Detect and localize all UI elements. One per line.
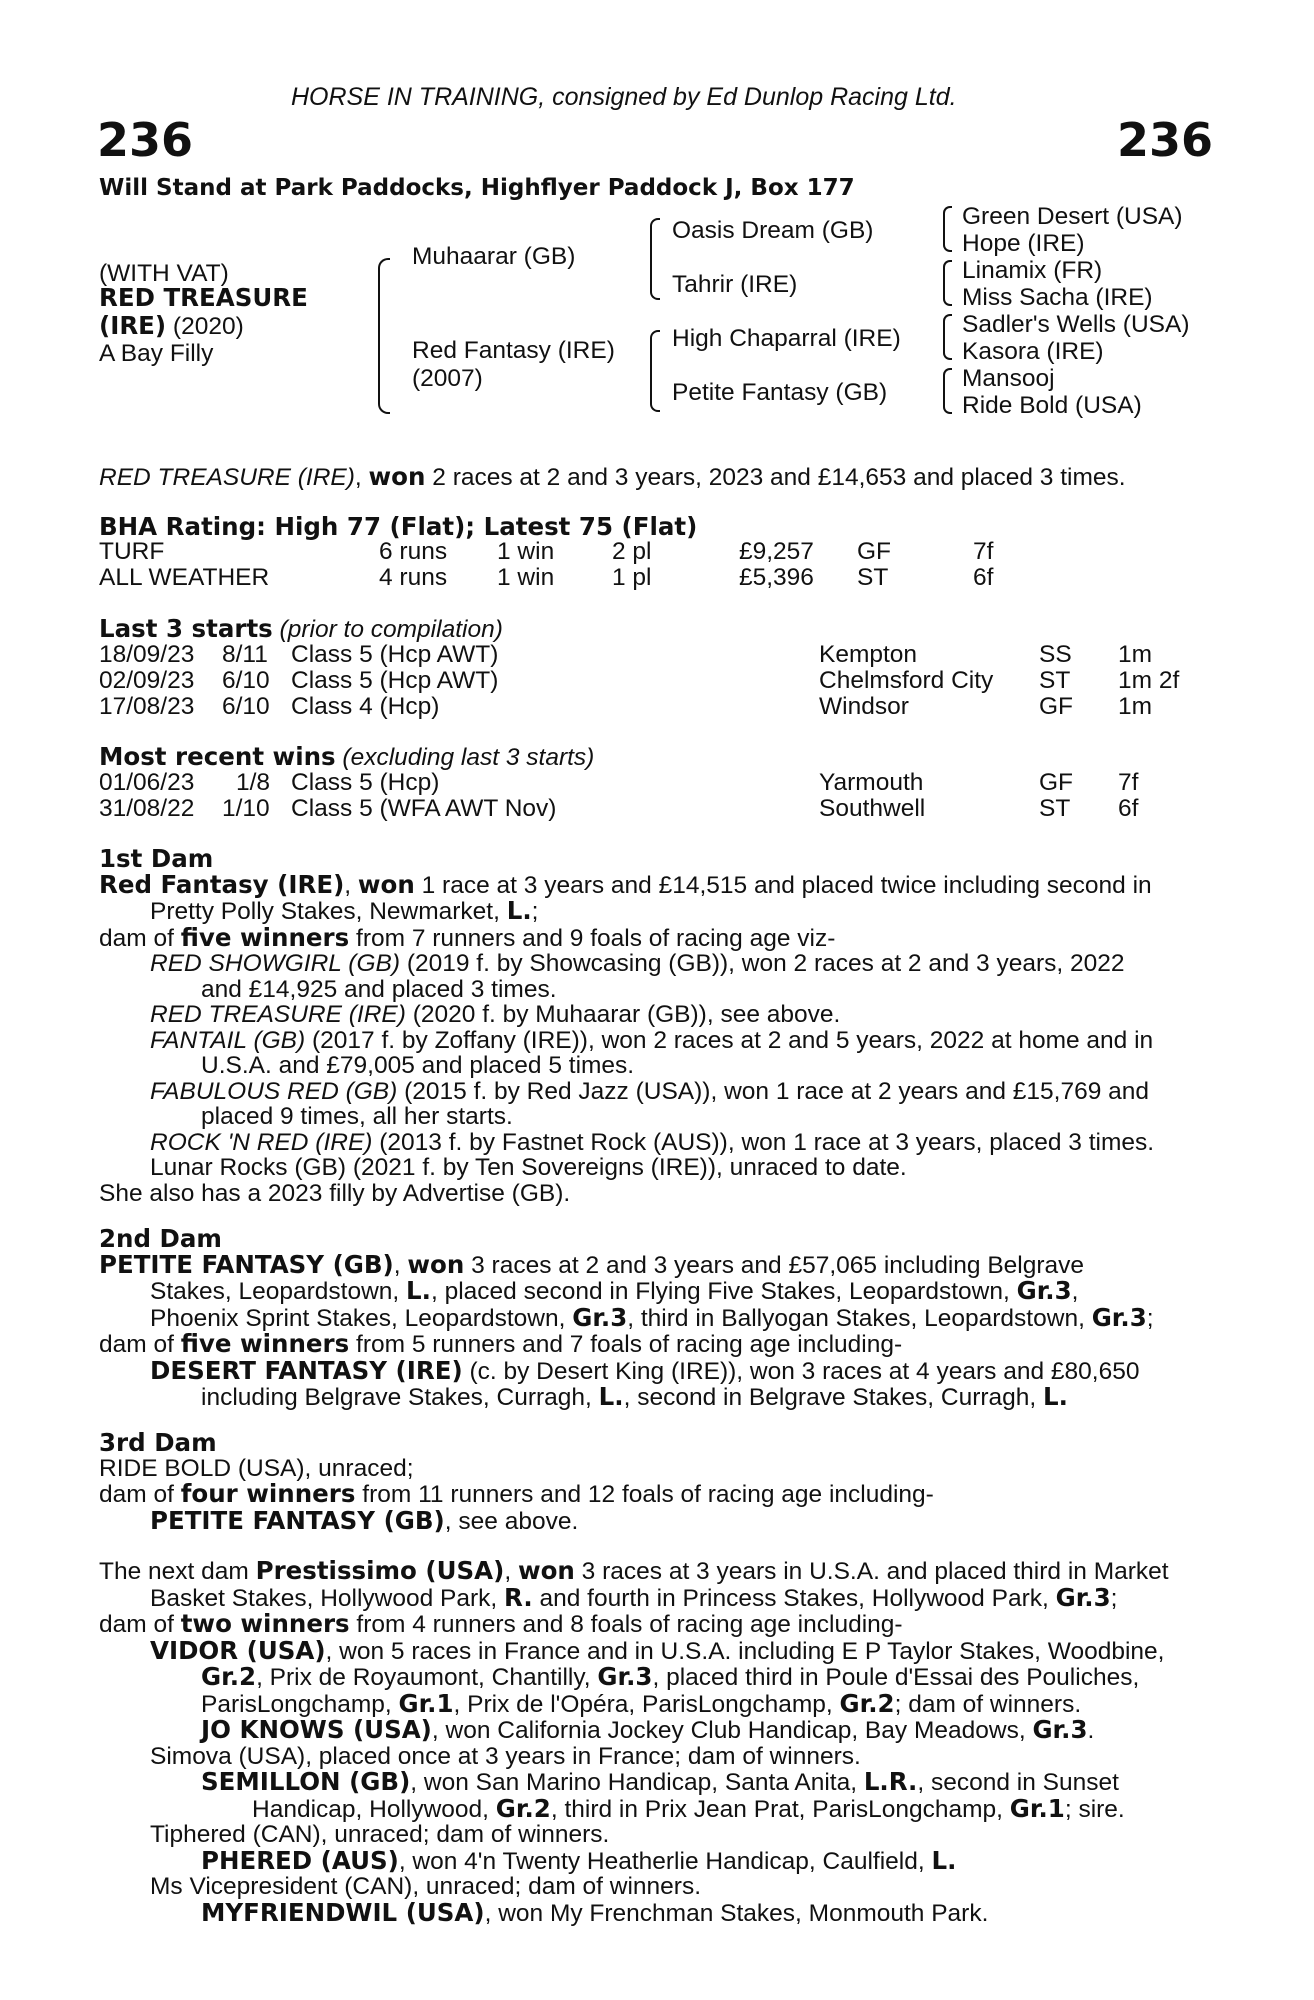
grade-badge: Gr.3 xyxy=(1055,1582,1111,1612)
produce-text: (2020 f. by Muhaarar (GB)), see above. xyxy=(405,1001,841,1028)
rating-wins: 1 win xyxy=(497,538,555,565)
next-dam-produce-intro xyxy=(99,1611,1205,1638)
start-row xyxy=(99,668,1219,694)
produce-item-cont xyxy=(99,1053,1205,1079)
brace-gen3-0 xyxy=(943,206,952,252)
produce-text: including Belgrave Stakes, Curragh, xyxy=(201,1384,599,1411)
start-course: Chelmsford City xyxy=(819,667,994,694)
produce-item xyxy=(99,1897,1205,1927)
second-dam-won: won xyxy=(407,1249,465,1279)
last-starts-heading: Last 3 starts xyxy=(99,614,273,643)
horse-year: (2020) xyxy=(166,313,244,340)
grade-badge: R. xyxy=(504,1582,533,1612)
next-dam-text: , xyxy=(504,1558,518,1585)
produce-item-cont xyxy=(99,1384,1205,1411)
win-going: ST xyxy=(1039,795,1071,822)
produce-name: FANTAIL (GB) xyxy=(150,1026,306,1054)
win-position: 1/10 xyxy=(222,795,270,822)
produce-text: Ms Vicepresident (CAN), unraced; dam of winners. xyxy=(150,1873,702,1900)
third-dam-produce-intro xyxy=(99,1481,1205,1508)
recent-wins-title xyxy=(99,744,594,771)
produce-text: ; sire. xyxy=(1064,1795,1125,1823)
start-position: 6/10 xyxy=(222,693,270,720)
last-starts-note: (prior to compilation) xyxy=(272,616,503,643)
second-dam-text: ; xyxy=(1146,1304,1154,1332)
win-distance: 6f xyxy=(1118,795,1139,822)
grade-badge: Gr.3 xyxy=(1091,1302,1147,1332)
win-distance: 7f xyxy=(1118,769,1139,796)
produce-winners: five winners xyxy=(180,922,350,952)
start-class: Class 5 (Hcp AWT) xyxy=(291,667,499,694)
produce-text: from 11 runners and 12 foals of racing age including- xyxy=(355,1481,934,1508)
win-date: 31/08/22 xyxy=(99,795,195,822)
second-dam-line xyxy=(99,1278,1205,1305)
brace-gen3-3 xyxy=(943,368,952,414)
rating-distance: 7f xyxy=(973,538,994,565)
lot-number-right: 236 xyxy=(1117,113,1214,167)
produce-text: , Prix de Royaumont, Chantilly, xyxy=(256,1664,598,1691)
produce-name: DESERT FANTASY (IRE) xyxy=(150,1355,463,1385)
second-dam-section xyxy=(99,1226,1205,1411)
produce-text: , won 5 races in France and in U.S.A. including E P Taylor Stakes, Woodbine, xyxy=(325,1637,1165,1665)
rating-going: ST xyxy=(857,564,889,591)
pedigree-dam-year: (2007) xyxy=(412,365,483,392)
pedigree-gen3-4: Sadler's Wells (USA) xyxy=(962,311,1190,338)
produce-text: Tiphered (CAN), unraced; dam of winners. xyxy=(150,1821,610,1848)
pedigree-gen2-3: Petite Fantasy (GB) xyxy=(672,379,888,406)
second-dam-text: , placed second in Flying Five Stakes, Leopardstown, xyxy=(430,1278,1017,1305)
start-date: 02/09/23 xyxy=(99,667,195,694)
win-going: GF xyxy=(1039,769,1074,796)
produce-text: (c. by Desert King (IRE)), won 3 races at 4 years and £80,650 xyxy=(462,1357,1140,1385)
produce-text: , won San Marino Handicap, Santa Anita, xyxy=(410,1769,864,1796)
recent-wins-heading: Most recent wins xyxy=(99,742,336,771)
pedigree-gen3-1: Hope (IRE) xyxy=(962,230,1085,257)
produce-text: (2013 f. by Fastnet Rock (AUS)), won 1 race at 3 years, placed 3 times. xyxy=(372,1128,1155,1156)
grade-badge: Gr.3 xyxy=(572,1302,628,1332)
produce-winners: two winners xyxy=(180,1609,350,1638)
produce-text: dam of xyxy=(99,924,181,952)
lot-number-left: 236 xyxy=(97,113,194,167)
produce-item xyxy=(99,1744,1205,1770)
summary-text: 2 races at 2 and 3 years, 2023 and £14,653 and placed 3 times. xyxy=(425,464,1126,491)
pedigree-gen3-3: Miss Sacha (IRE) xyxy=(962,284,1153,311)
third-dam-line: RIDE BOLD (USA), unraced; xyxy=(99,1454,414,1482)
rating-runs: 6 runs xyxy=(379,538,448,565)
grade-badge: Gr.2 xyxy=(839,1688,895,1718)
produce-item xyxy=(99,1845,1205,1875)
start-course: Windsor xyxy=(819,693,909,720)
produce-item-cont xyxy=(99,1664,1205,1691)
second-dam-text: , xyxy=(1071,1278,1079,1305)
produce-text: , second in Sunset xyxy=(917,1769,1119,1796)
first-dam-heading: 1st Dam xyxy=(99,844,214,873)
produce-text: , won My Frenchman Stakes, Monmouth Park. xyxy=(484,1899,989,1927)
rating-surface: TURF xyxy=(99,538,165,565)
win-date: 01/06/23 xyxy=(99,769,195,796)
next-dam-text: Basket Stakes, Hollywood Park, xyxy=(150,1584,505,1612)
start-going: SS xyxy=(1039,641,1072,668)
win-course: Southwell xyxy=(819,795,926,822)
brace-gen3-1 xyxy=(943,260,952,306)
start-distance: 1m xyxy=(1118,693,1153,720)
second-dam-heading: 2nd Dam xyxy=(99,1224,222,1253)
grade-badge: Gr.3 xyxy=(597,1662,653,1691)
produce-item xyxy=(99,1505,1205,1535)
first-dam-name: Red Fantasy (IRE) xyxy=(99,869,345,899)
rating-placed: 1 pl xyxy=(612,564,652,591)
rating-money: £9,257 xyxy=(739,538,814,565)
horse-description: A Bay Filly xyxy=(99,340,214,367)
summary-won: won xyxy=(368,462,426,491)
pedigree-gen3-6: Mansooj xyxy=(962,365,1055,392)
produce-item xyxy=(99,1769,1205,1796)
next-dam-won: won xyxy=(517,1556,575,1585)
produce-winners: five winners xyxy=(180,1329,350,1358)
produce-winners: four winners xyxy=(180,1479,356,1508)
produce-text: . xyxy=(1087,1717,1095,1744)
produce-text: , third in Prix Jean Prat, ParisLongchamp, xyxy=(550,1795,1010,1823)
grade-badge: L. xyxy=(1043,1382,1068,1411)
first-dam-section xyxy=(99,846,1205,1206)
produce-text: (2017 f. by Zoffany (IRE)), won 2 races at 2 and 5 years, 2022 at home and in xyxy=(305,1026,1154,1054)
produce-text: from 4 runners and 8 foals of racing age including- xyxy=(349,1611,903,1638)
produce-item xyxy=(99,1717,1205,1744)
produce-item xyxy=(99,1355,1205,1385)
second-dam-produce-intro xyxy=(99,1331,1205,1358)
produce-item xyxy=(99,1874,1205,1900)
produce-text: , see above. xyxy=(444,1507,579,1535)
produce-item-cont xyxy=(99,1104,1205,1130)
produce-item xyxy=(99,1002,1205,1028)
second-dam-line xyxy=(99,1302,1205,1332)
produce-name: JO KNOWS (USA) xyxy=(201,1715,432,1744)
produce-text: , Prix de l'Opéra, ParisLongchamp, xyxy=(453,1690,840,1718)
rating-placed: 2 pl xyxy=(612,538,652,565)
rating-surface: ALL WEATHER xyxy=(99,564,270,591)
grade-badge: L. xyxy=(598,1382,624,1411)
grade-badge: Gr.1 xyxy=(398,1688,454,1718)
start-class: Class 4 (Hcp) xyxy=(291,693,440,720)
race-summary: RED TREASURE (IRE), won 2 races at 2 and 3 years, 2023 and £14,653 and placed 3 times. xyxy=(99,462,1126,491)
win-row xyxy=(99,796,1219,822)
produce-name: FABULOUS RED (GB) xyxy=(150,1077,398,1105)
produce-text: dam of xyxy=(99,1331,181,1358)
rating-row xyxy=(99,565,1219,591)
horse-country: (IRE) xyxy=(99,311,167,340)
next-dam-name: Prestissimo (USA) xyxy=(255,1556,505,1585)
rating-runs: 4 runs xyxy=(379,564,448,591)
produce-text: Lunar Rocks (GB) (2021 f. by Ten Sovereigns (IRE)), unraced to date. xyxy=(150,1154,907,1181)
produce-text: Handicap, Hollywood, xyxy=(252,1795,496,1823)
grade-badge: Gr.2 xyxy=(495,1793,551,1823)
produce-name: ROCK 'N RED (IRE) xyxy=(150,1128,373,1156)
produce-text: ; dam of winners. xyxy=(894,1690,1082,1718)
start-class: Class 5 (Hcp AWT) xyxy=(291,641,499,668)
produce-name: RED TREASURE (IRE) xyxy=(150,1001,406,1028)
first-dam-text: Pretty Polly Stakes, Newmarket, xyxy=(150,898,507,925)
produce-name: PETITE FANTASY (GB) xyxy=(150,1505,445,1535)
first-dam-won: won xyxy=(357,869,415,899)
produce-text: and £14,925 and placed 3 times. xyxy=(201,975,557,1003)
pedigree-gen3-2: Linamix (FR) xyxy=(962,257,1103,284)
start-going: GF xyxy=(1039,693,1074,720)
horse-name-line2 xyxy=(99,313,244,340)
rating-going: GF xyxy=(857,538,892,565)
grade-badge: L.R. xyxy=(863,1767,918,1796)
produce-name: PHERED (AUS) xyxy=(201,1845,399,1875)
win-course: Yarmouth xyxy=(819,769,924,796)
produce-text: dam of xyxy=(99,1611,181,1638)
last-starts-title xyxy=(99,616,503,643)
grade-badge: Gr.2 xyxy=(201,1662,257,1691)
start-date: 18/09/23 xyxy=(99,641,195,668)
produce-text: Simova (USA), placed once at 3 years in France; dam of winners. xyxy=(150,1742,861,1770)
produce-text: ParisLongchamp, xyxy=(201,1690,399,1718)
grade-badge: L. xyxy=(931,1845,957,1875)
start-row xyxy=(99,642,1219,668)
rating-row xyxy=(99,539,1219,565)
produce-name: SEMILLON (GB) xyxy=(201,1767,411,1796)
produce-item-cont xyxy=(99,977,1205,1003)
consignor-line: HORSE IN TRAINING, consigned by Ed Dunlop Racing Ltd. xyxy=(291,83,957,111)
produce-name: VIDOR (USA) xyxy=(150,1635,326,1665)
brace-gen2-bottom xyxy=(650,330,660,412)
next-dam-text: and fourth in Princess Stakes, Hollywood Park, xyxy=(532,1584,1056,1612)
first-dam-line: Red Fantasy (IRE), won 1 race at 3 years and £14,515 and placed twice including second in xyxy=(99,869,1152,899)
second-dam-text: , third in Ballyogan Stakes, Leopardstown, xyxy=(627,1304,1092,1332)
produce-text: , won California Jockey Club Handicap, Bay Meadows, xyxy=(431,1717,1033,1744)
win-position: 1/8 xyxy=(236,769,271,796)
produce-text: , second in Belgrave Stakes, Curragh, xyxy=(623,1384,1044,1411)
grade-badge: L. xyxy=(406,1276,431,1305)
pedigree-gen2-2: High Chaparral (IRE) xyxy=(672,325,901,352)
second-dam-name: PETITE FANTASY (GB) xyxy=(99,1249,394,1279)
brace-gen1 xyxy=(378,258,390,414)
recent-wins-note: (excluding last 3 starts) xyxy=(335,744,595,771)
produce-name: RED SHOWGIRL (GB) xyxy=(150,950,401,977)
produce-item xyxy=(99,1635,1205,1665)
produce-item xyxy=(99,1822,1205,1848)
brace-gen2-top xyxy=(650,218,660,300)
produce-text: , won 4'n Twenty Heatherlie Handicap, Caulfield, xyxy=(398,1847,932,1875)
start-distance: 1m 2f xyxy=(1118,667,1180,694)
produce-text: , placed third in Poule d'Essai des Pouliches, xyxy=(652,1664,1140,1691)
summary-horse-name: RED TREASURE (IRE) xyxy=(99,464,355,491)
second-dam-line: PETITE FANTASY (GB), won 3 races at 2 and 3 years and £57,065 including Belgrave xyxy=(99,1249,1085,1279)
pedigree-gen2-0: Oasis Dream (GB) xyxy=(672,217,874,244)
start-distance: 1m xyxy=(1118,641,1153,668)
brace-gen3-2 xyxy=(943,314,952,360)
rating-wins: 1 win xyxy=(497,564,555,591)
produce-text: dam of xyxy=(99,1481,181,1508)
location-line: Will Stand at Park Paddocks, Highflyer Paddock J, Box 177 xyxy=(99,175,855,201)
third-dam-heading: 3rd Dam xyxy=(99,1428,217,1457)
pedigree-gen3-0: Green Desert (USA) xyxy=(962,203,1183,230)
win-class: Class 5 (Hcp) xyxy=(291,769,440,796)
first-dam-line xyxy=(99,898,1205,925)
start-row xyxy=(99,694,1219,720)
grade-badge: L. xyxy=(506,896,532,925)
produce-item-cont xyxy=(99,1793,1205,1823)
next-dam-text: ; xyxy=(1110,1584,1118,1612)
vat-note: (WITH VAT) xyxy=(99,260,229,287)
second-dam-text: 3 races at 2 and 3 years and £57,065 including Belgrave xyxy=(464,1251,1085,1279)
bha-rating-title: BHA Rating: High 77 (Flat); Latest 75 (Flat) xyxy=(99,512,698,541)
pedigree-gen3-7: Ride Bold (USA) xyxy=(962,392,1142,419)
produce-text: She also has a 2023 filly by Advertise (GB). xyxy=(99,1179,571,1207)
next-dam-line xyxy=(99,1582,1205,1612)
start-position: 6/10 xyxy=(222,667,270,694)
rating-distance: 6f xyxy=(973,564,994,591)
start-course: Kempton xyxy=(819,641,918,668)
produce-text: from 7 runners and 9 foals of racing age viz- xyxy=(349,924,836,952)
start-date: 17/08/23 xyxy=(99,693,195,720)
start-position: 8/11 xyxy=(222,641,268,668)
first-dam-produce-intro xyxy=(99,922,1205,952)
next-dam-text: The next dam xyxy=(99,1558,256,1585)
next-dam-section xyxy=(99,1558,1205,1926)
produce-text: U.S.A. and £79,005 and placed 5 times. xyxy=(201,1052,635,1079)
first-dam-text: ; xyxy=(531,898,539,925)
next-dam-line xyxy=(99,1558,1205,1585)
rating-money: £5,396 xyxy=(739,564,814,591)
grade-badge: Gr.3 xyxy=(1032,1715,1088,1744)
pedigree-gen3-5: Kasora (IRE) xyxy=(962,338,1104,365)
grade-badge: Gr.1 xyxy=(1009,1793,1065,1823)
win-row xyxy=(99,770,1219,796)
produce-item xyxy=(99,1079,1205,1105)
second-dam-text: Phoenix Sprint Stakes, Leopardstown, xyxy=(150,1304,573,1332)
pedigree-dam: Red Fantasy (IRE) xyxy=(412,337,615,364)
produce-name: MYFRIENDWIL (USA) xyxy=(201,1897,485,1927)
produce-item-cont xyxy=(99,1688,1205,1718)
produce-text: from 5 runners and 7 foals of racing age including- xyxy=(349,1331,903,1358)
horse-name: RED TREASURE xyxy=(99,283,308,312)
produce-text: (2015 f. by Red Jazz (USA)), won 1 race at 2 years and £15,769 and xyxy=(397,1077,1150,1105)
produce-item xyxy=(99,1130,1205,1156)
win-class: Class 5 (WFA AWT Nov) xyxy=(291,795,557,822)
pedigree-sire: Muhaarar (GB) xyxy=(412,243,576,270)
first-dam-text: 1 race at 3 years and £14,515 and placed twice including second in xyxy=(414,871,1152,899)
third-dam-section xyxy=(99,1430,1205,1534)
next-dam-text: 3 races at 3 years in U.S.A. and placed third in Market xyxy=(574,1558,1169,1585)
produce-item xyxy=(99,1028,1205,1054)
grade-badge: Gr.3 xyxy=(1016,1276,1072,1305)
produce-note xyxy=(99,1181,1205,1207)
produce-item xyxy=(99,951,1205,977)
produce-item xyxy=(99,1155,1205,1181)
produce-text: placed 9 times, all her starts. xyxy=(201,1103,513,1130)
second-dam-text: Stakes, Leopardstown, xyxy=(150,1278,407,1305)
pedigree-gen2-1: Tahrir (IRE) xyxy=(672,271,798,298)
produce-text: (2019 f. by Showcasing (GB)), won 2 races at 2 and 3 years, 2022 xyxy=(400,950,1125,977)
start-going: ST xyxy=(1039,667,1071,694)
